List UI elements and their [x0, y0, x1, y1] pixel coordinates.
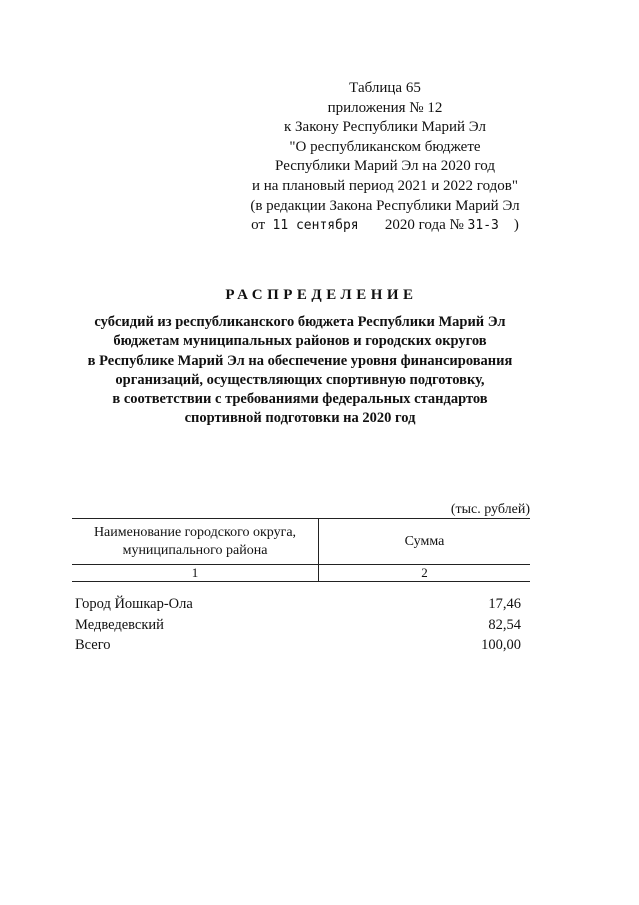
law-title-1: "О республиканском бюджете [289, 138, 481, 155]
row-amount: 17,46 [488, 596, 521, 612]
table-row-total [75, 635, 521, 656]
from-label: от [251, 217, 265, 234]
handwritten-date: 11 сентября [272, 218, 359, 234]
row-name: Медведевский [75, 616, 164, 633]
subtitle-line: бюджетам муниципальных районов и городских округов [113, 333, 487, 350]
row-amount: 82,54 [488, 616, 521, 633]
subtitle-line: спортивной подготовки на 2020 год [184, 410, 416, 427]
document-subtitle [60, 313, 540, 429]
table-header [72, 518, 530, 582]
table-number: Таблица 65 [349, 80, 421, 96]
law-ref: к Закону Республики Марий Эл [283, 119, 486, 136]
subtitle-line: в соответствии с требованиями федеральных стандартов [112, 391, 488, 408]
table-row [75, 594, 521, 615]
handwritten-number: 31-З [467, 218, 499, 234]
law-title-3: и на плановый период 2021 и 2022 годов" [252, 177, 518, 194]
revision-date-line [230, 216, 540, 236]
table-body [75, 594, 521, 656]
column-header-amount: Сумма [319, 519, 531, 565]
subtitle-line: субсидий из республиканского бюджета Республики Марий Эл [94, 314, 506, 330]
revision-note: (в редакции Закона Республики Марий Эл [250, 197, 520, 214]
column-number-2: 2 [319, 565, 531, 582]
document-title: РАСПРЕДЕЛЕНИЕ [225, 287, 418, 303]
row-name: Город Йошкар-Ола [75, 596, 193, 612]
table-row [75, 615, 521, 636]
column-number-1: 1 [72, 565, 319, 582]
law-title-2: Республики Марий Эл на 2020 год [275, 158, 495, 175]
appendix-ref: приложения № 12 [327, 99, 443, 116]
column-header-name: Наименование городского округа, муниципального района [72, 519, 319, 565]
row-amount: 100,00 [481, 637, 521, 653]
close-paren: ) [513, 217, 519, 234]
document-header [230, 79, 540, 236]
subtitle-line: организаций, осуществляющих спортивную подготовку, [115, 371, 485, 388]
row-name: Всего [75, 637, 111, 653]
units-label: (тыс. рублей) [450, 502, 530, 517]
subtitle-line: в Республике Марий Эл на обеспечение уровня финансирования [87, 352, 513, 369]
year-label: 2020 года № [384, 217, 464, 234]
